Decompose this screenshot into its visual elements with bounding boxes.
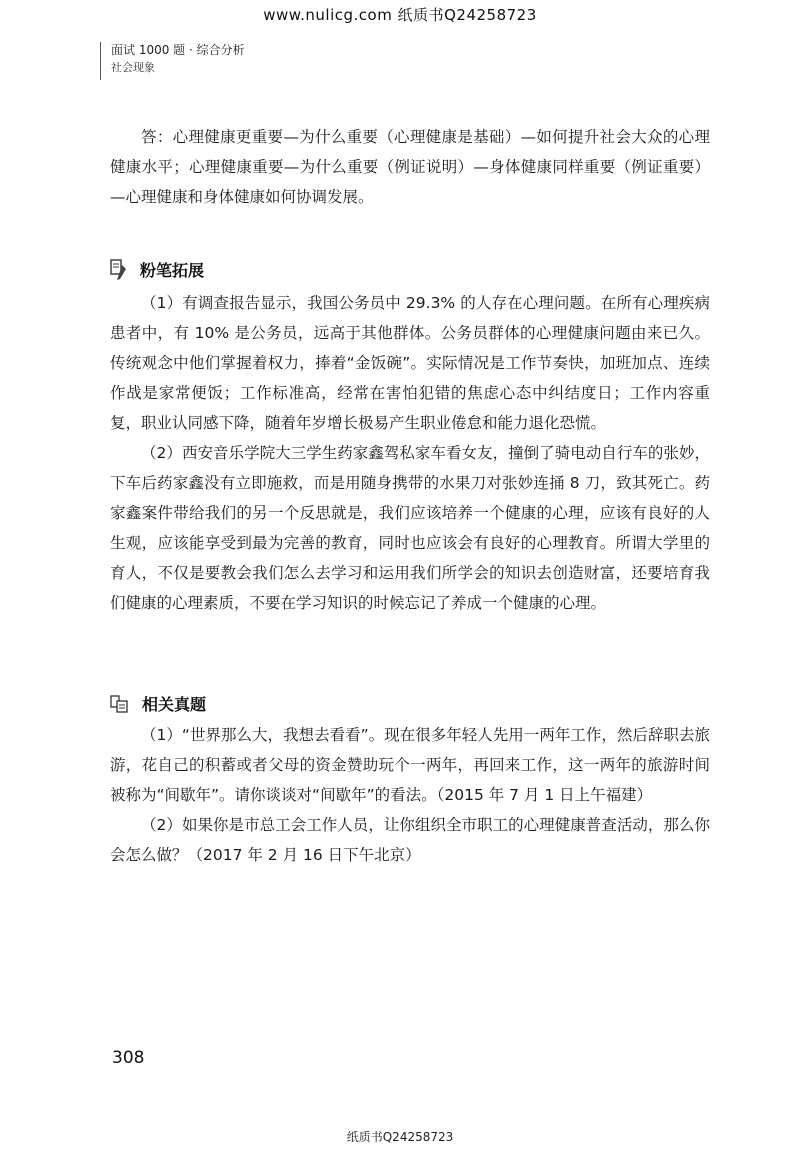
book-title: 面试 1000 题 · 综合分析 (111, 43, 245, 57)
page-number: 308 (112, 1048, 145, 1068)
extension-paragraph-2: （2）西安音乐学院大三学生药家鑫驾私家车看女友，撞倒了骑电动自行车的张妙，下车后药家鑫没有立即施救，而是用随身携带的水果刀对张妙连捅 8 刀，致其死亡。药家鑫案件带给我们的另一个反思就是，我们应该培养一个健康的心理，应该有良好的人生观，应该能享受到最为完善的教育，同时也应该会有良好的心理教育。所谓大学里的育人，不仅是要教会我们怎么去学习和运用我们所学会的知识去创造财富，还要培育我们健康的心理素质，不要在学习知识的时候忘记了养成一个健康的心理。 (110, 444, 710, 612)
extension-body (110, 288, 710, 618)
related-question-2: （2）如果你是市总工会工作人员，让你组织全市职工的心理健康普查活动，那么你会怎么做？（2017 年 2 月 16 日下午北京） (110, 816, 710, 864)
top-watermark: www.nulicg.com 纸质书Q24258723 (263, 6, 537, 24)
related-question-1: （1）“世界那么大，我想去看看”。现在很多年轻人先用一两年工作，然后辞职去旅游，花自己的积蓄或者父母的资金赞助玩个一两年，再回来工作，这一两年的旅游时间被称为“间歇年”。请你谈谈对“间歇年”的看法。（2015 年 7 月 1 日上午福建） (110, 726, 710, 804)
answer-block (110, 122, 710, 212)
related-heading-text: 相关真题 (142, 695, 207, 714)
extension-paragraph-1: （1）有调查报告显示，我国公务员中 29.3% 的人存在心理问题。在所有心理疾病患者中，有 10% 是公务员，远高于其他群体。公务员群体的心理健康问题由来已久。传统观念中他们掌握着权力，捧着“金饭碗”。实际情况是工作节奏快，加班加点、连续作战是家常便饭；工作标准高，经常在害怕犯错的焦虑心态中纠结度日；工作内容重复，职业认同感下降，随着年岁增长极易产生职业倦怠和能力退化恐慌。 (110, 294, 710, 432)
extension-heading (110, 258, 204, 281)
document-list-icon (110, 695, 130, 713)
pen-note-icon (110, 259, 128, 281)
chapter-title: 社会现象 (111, 61, 155, 74)
running-head (100, 42, 245, 80)
bottom-watermark: 纸质书Q24258723 (346, 1130, 454, 1144)
related-heading (110, 692, 206, 715)
extension-heading-text: 粉笔拓展 (140, 261, 205, 280)
answer-paragraph: 答：心理健康更重要—为什么重要（心理健康是基础）—如何提升社会大众的心理健康水平；心理健康重要—为什么重要（例证说明）—身体健康同样重要（例证重要）—心理健康和身体健康如何协调发展。 (110, 128, 710, 206)
related-body (110, 720, 710, 870)
